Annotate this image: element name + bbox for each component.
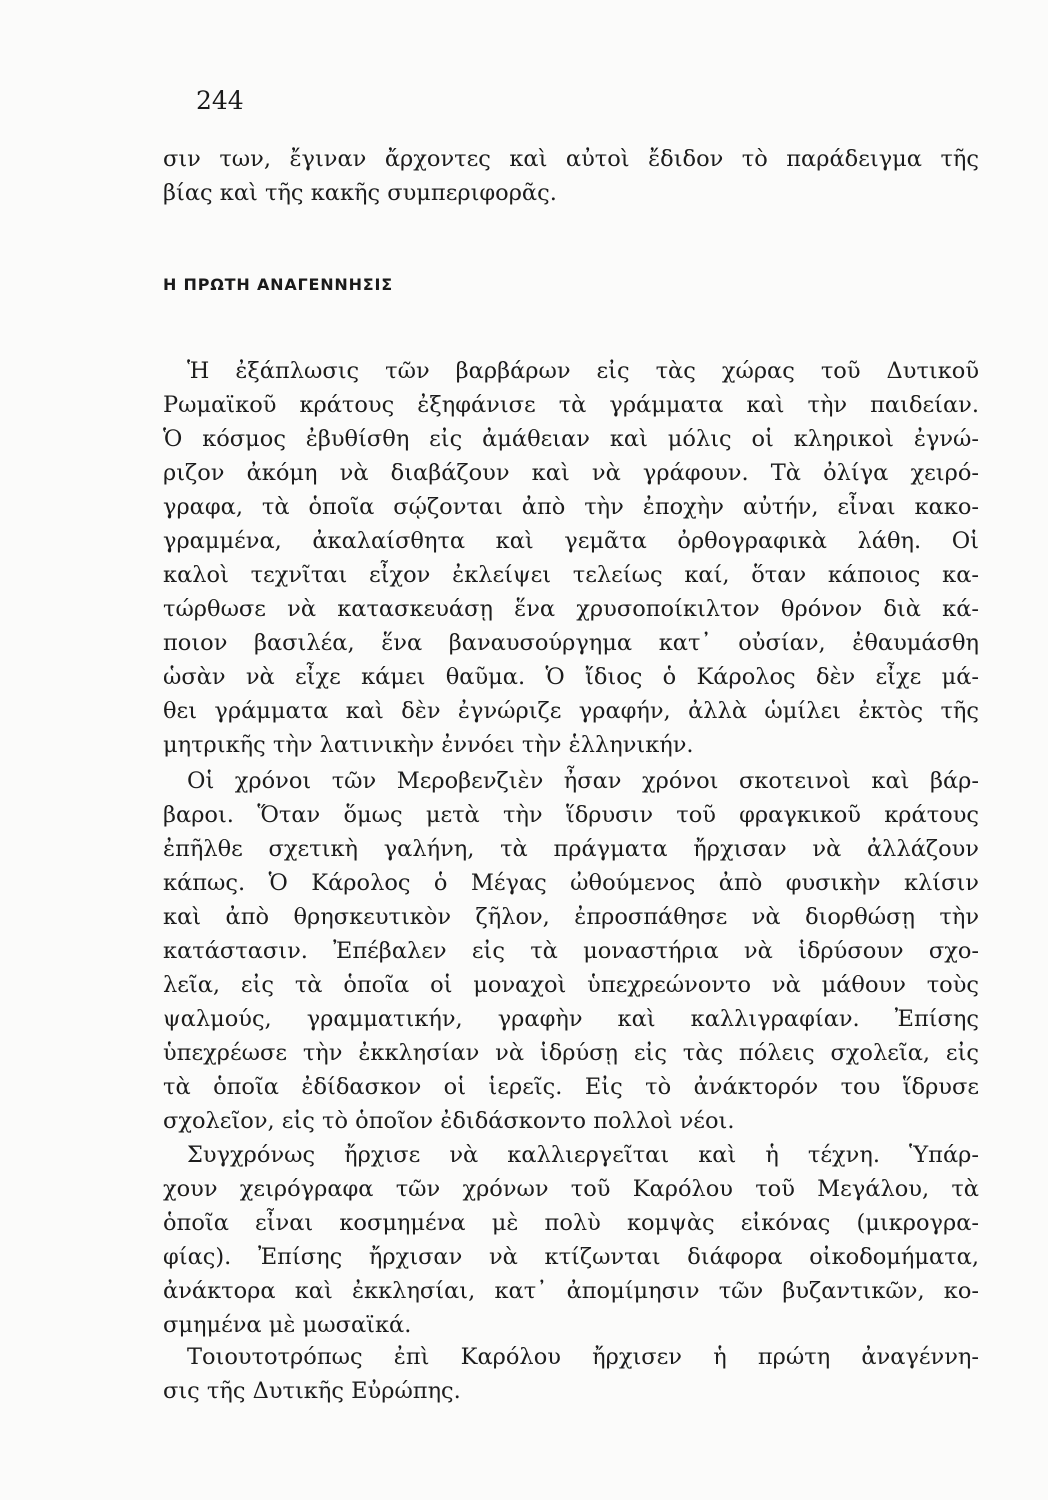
text-line: Ρωμαϊκοῦ κράτους ἐξηφάνισε τὰ γράμματα καὶ τὴν παιδείαν. — [163, 392, 979, 418]
text-line: ψαλμούς, γραμματικήν, γραφὴν καὶ καλλιγραφίαν. Ἐπίσης — [163, 1006, 979, 1032]
text-line: σιν των, ἔγιναν ἄρχοντες καὶ αὐτοὶ ἔδιδον τὸ παράδειγμα τῆς — [163, 146, 979, 172]
text-line: καλοὶ τεχνῖται εἶχον ἐκλείψει τελείως καί, ὅταν κάποιος κα- — [163, 562, 979, 588]
text-line: ὑπεχρέωσε τὴν ἐκκλησίαν νὰ ἱδρύσῃ εἰς τὰς πόλεις σχολεῖα, εἰς — [163, 1040, 979, 1066]
text-line: ριζον ἀκόμη νὰ διαβάζουν καὶ νὰ γράφουν. Τὰ ὀλίγα χειρό- — [163, 460, 979, 486]
text-line: καὶ ἀπὸ θρησκευτικὸν ζῆλον, ἐπροσπάθησε νὰ διορθώσῃ τὴν — [163, 904, 979, 930]
text-line: τώρθωσε νὰ κατασκευάσῃ ἕνα χρυσοποίκιλτον θρόνον διὰ κά- — [163, 596, 979, 622]
intro-continuation — [163, 142, 979, 210]
text-line: φίας). Ἐπίσης ἤρχισαν νὰ κτίζωνται διάφορα οἰκοδομήματα, — [163, 1244, 979, 1270]
section-heading: Η ΠΡΩΤΗ ΑΝΑΓΕΝΝΗΣΙΣ — [163, 275, 394, 294]
page-number: 244 — [196, 86, 244, 115]
text-line: Ὁ κόσμος ἐβυθίσθη εἰς ἀμάθειαν καὶ μόλις οἱ κληρικοὶ ἐγνώ- — [163, 426, 979, 452]
text-line: τὰ ὁποῖα ἐδίδασκον οἱ ἱερεῖς. Εἰς τὸ ἀνάκτορόν του ἵδρυσε — [163, 1074, 979, 1100]
paragraph-4 — [163, 1340, 979, 1408]
text-line: βαροι. Ὅταν ὅμως μετὰ τὴν ἵδρυσιν τοῦ φραγκικοῦ κράτους — [163, 802, 979, 828]
text-line: Τοιουτοτρόπως ἐπὶ Καρόλου ἤρχισεν ἡ πρώτη ἀναγέννη- — [187, 1344, 979, 1370]
text-line: γραφα, τὰ ὁποῖα σῴζονται ἀπὸ τὴν ἐποχὴν αὐτήν, εἶναι κακο- — [163, 494, 979, 520]
text-line: σχολεῖον, εἰς τὸ ὁποῖον ἐδιδάσκοντο πολλοὶ νέοι. — [163, 1108, 735, 1134]
text-line: λεῖα, εἰς τὰ ὁποῖα οἱ μοναχοὶ ὑπεχρεώνοντο νὰ μάθουν τοὺς — [163, 972, 979, 998]
text-line: Οἱ χρόνοι τῶν Μεροβενζιὲν ἦσαν χρόνοι σκοτεινοὶ καὶ βάρ- — [187, 768, 979, 794]
text-line: γραμμένα, ἀκαλαίσθητα καὶ γεμᾶτα ὀρθογραφικὰ λάθη. Οἱ — [163, 528, 979, 554]
text-line: σμημένα μὲ μωσαϊκά. — [163, 1312, 412, 1338]
text-line: κάπως. Ὁ Κάρολος ὁ Μέγας ὠθούμενος ἀπὸ φυσικὴν κλίσιν — [163, 870, 979, 896]
text-line: κατάστασιν. Ἐπέβαλεν εἰς τὰ μοναστήρια νὰ ἱδρύσουν σχο- — [163, 938, 979, 964]
text-line: Συγχρόνως ἤρχισε νὰ καλλιεργεῖται καὶ ἡ τέχνη. Ὑπάρ- — [187, 1142, 979, 1168]
text-line: ὡσὰν νὰ εἶχε κάμει θαῦμα. Ὁ ἴδιος ὁ Κάρολος δὲν εἶχε μά- — [163, 664, 979, 690]
text-line: ἀνάκτορα καὶ ἐκκλησίαι, κατ᾽ ἀπομίμησιν τῶν βυζαντικῶν, κο- — [163, 1278, 979, 1304]
paragraph-3 — [163, 1138, 979, 1342]
text-line: ἐπῆλθε σχετικὴ γαλήνη, τὰ πράγματα ἤρχισαν νὰ ἀλλάζουν — [163, 836, 979, 862]
text-line: ὁποῖα εἶναι κοσμημένα μὲ πολὺ κομψὰς εἰκόνας (μικρογρα- — [163, 1210, 979, 1236]
text-line: χουν χειρόγραφα τῶν χρόνων τοῦ Καρόλου τοῦ Μεγάλου, τὰ — [163, 1176, 979, 1202]
text-line: Ἡ ἐξάπλωσις τῶν βαρβάρων εἰς τὰς χώρας τοῦ Δυτικοῦ — [187, 358, 979, 384]
paragraph-2 — [163, 764, 979, 1138]
text-line: σις τῆς Δυτικῆς Εὐρώπης. — [163, 1378, 461, 1404]
text-line: βίας καὶ τῆς κακῆς συμπεριφορᾶς. — [163, 180, 557, 206]
text-line: μητρικῆς τὴν λατινικὴν ἐννόει τὴν ἑλληνικήν. — [163, 732, 694, 758]
text-line: θει γράμματα καὶ δὲν ἐγνώριζε γραφήν, ἀλλὰ ὡμίλει ἐκτὸς τῆς — [163, 698, 979, 724]
paragraph-1 — [163, 354, 979, 762]
text-line: ποιον βασιλέα, ἕνα βαναυσούργημα κατ᾽ οὐσίαν, ἐθαυμάσθη — [163, 630, 979, 656]
